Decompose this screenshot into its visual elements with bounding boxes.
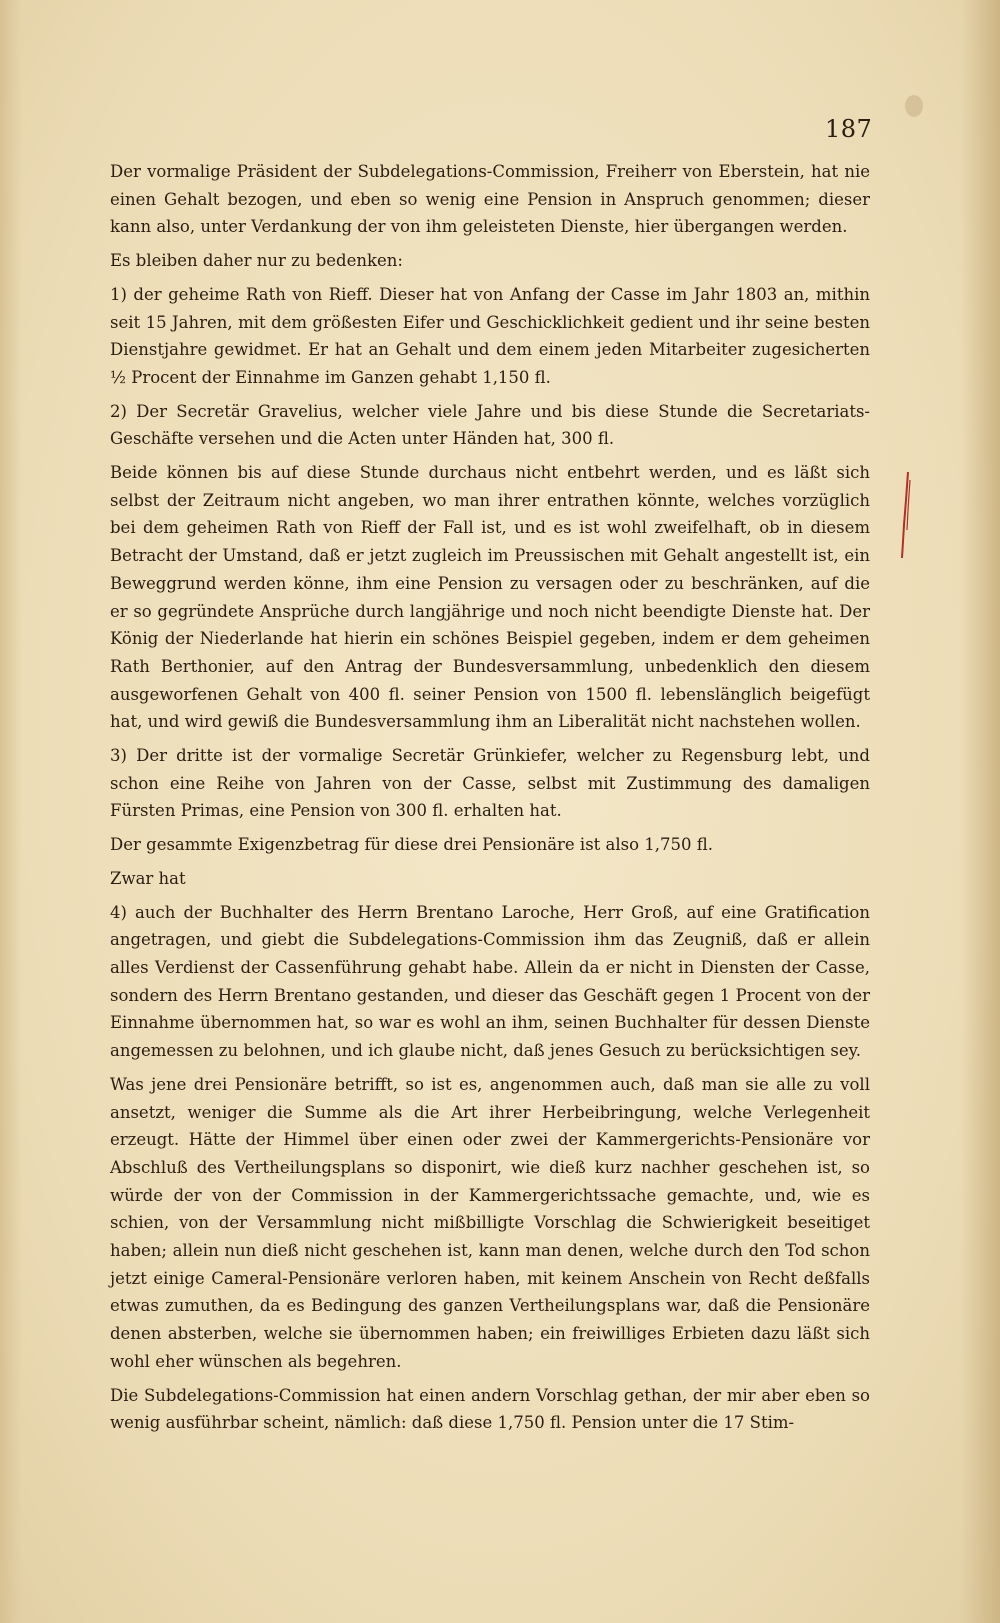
paragraph: 2) Der Secretär Gravelius, welcher viele Jahre und bis diese Stunde die Secretariats-Geschäfte versehen und die Acten unter Händen hat, 300 fl. [110, 401, 870, 449]
body-text [110, 158, 870, 1443]
paragraph: Was jene drei Pensionäre betrifft, so ist es, angenommen auch, daß man sie alle zu voll ansetzt, weniger die Summe als die Art ihrer Herbeibringung, welche Verlegenheit erzeugt. Hätte der Himmel über einen oder zwei der Kammergerichts-Pensionäre vor Abschluß des Vertheilungsplans so disponirt, wie dieß kurz nachher geschehen ist, so würde der von der Commission in der Kammergerichtssache gemachte, und, wie es schien, von der Versammlung nicht mißbilligte Vorschlag die Schwierigkeit beseitiget haben; allein nun dieß nicht geschehen ist, kann man denen, welche durch den Tod schon jetzt einige Cameral-Pensionäre verloren haben, mit keinem Anschein von Recht deßfalls etwas zumuthen, da es Bedingung des ganzen Vertheilungsplans war, daß die Pensionäre denen absterben, welche sie übernommen haben; ein freiwilliges Erbieten dazu läßt sich wohl eher wünschen als begehren. [110, 1074, 870, 1371]
paragraph: 3) Der dritte ist der vormalige Secretär Grünkiefer, welcher zu Regensburg lebt, und schon eine Reihe von Jahren von der Casse, selbst mit Zustimmung des damaligen Fürsten Primas, eine Pension von 300 fl. erhalten hat. [110, 746, 870, 821]
page-edge-shadow-left [0, 0, 22, 1623]
paragraph: 4) auch der Buchhalter des Herrn Brentano Laroche, Herr Groß, auf eine Gratification angetragen, und giebt die Subdelegations-Commission ihm das Zeugniß, daß er allein alles Verdienst der Cassenführung gehabt habe. Allein da er nicht in Diensten der Casse, sondern des Herrn Brentano gestanden, und dieser das Geschäft gegen 1 Procent von der Einnahme übernommen hat, so war es wohl an ihm, seinen Buchhalter für dessen Dienste angemessen zu belohnen, und ich glaube nicht, daß jenes Gesuch zu berücksichtigen sey. [110, 902, 870, 1061]
paragraph: Zwar hat [110, 868, 186, 888]
paragraph: Der gesammte Exigenzbetrag für diese drei Pensionäre ist also 1,750 fl. [110, 835, 714, 855]
paragraph: Es bleiben daher nur zu bedenken: [110, 251, 403, 271]
paragraph: Beide können bis auf diese Stunde durchaus nicht entbehrt werden, und es läßt sich selbst der Zeitraum nicht angeben, wo man ihrer entrathen könnte, welches vorzüglich bei dem geheimen Rath von Rieff der Fall ist, und es ist wohl zweifelhaft, ob in diesem Betracht der Umstand, daß er jetzt zugleich im Preussischen mit Gehalt angestellt ist, ein Beweggrund werden könne, ihm eine Pension zu versagen oder zu beschränken, auf die er so gegründete Ansprüche durch langjährige und noch nicht beendigte Dienste hat. Der König der Niederlande hat hierin ein schönes Beispiel gegeben, indem er dem geheimen Rath Berthonier, auf den Antrag der Bundesversammlung, unbedenklich den diesem ausgeworfenen Gehalt von 400 fl. seiner Pension von 1500 fl. lebenslänglich beigefügt hat, und wird gewiß die Bundesversammlung ihm an Liberalität nicht nachstehen wollen. [110, 463, 870, 732]
margin-pencil-mark [899, 470, 913, 560]
paragraph: Der vormalige Präsident der Subdelegations-Commission, Freiherr von Eberstein, hat nie einen Gehalt bezogen, und eben so wenig eine Pension in Anspruch genommen; dieser kann also, unter Verdankung der von ihm geleisteten Dienste, hier übergangen werden. [110, 162, 870, 237]
page-edge-shadow-right [960, 0, 1000, 1623]
page-number: 187 [825, 115, 873, 143]
paragraph: Die Subdelegations-Commission hat einen andern Vorschlag gethan, der mir aber eben so wenig ausführbar scheint, nämlich: daß diese 1,750 fl. Pension unter die 17 Stim- [110, 1385, 870, 1433]
paragraph: 1) der geheime Rath von Rieff. Dieser hat von Anfang der Casse im Jahr 1803 an, mithin seit 15 Jahren, mit dem größesten Eifer und Geschicklichkeit gedient und ihr seine besten Dienstjahre gewidmet. Er hat an Gehalt und dem einem jeden Mitarbeiter zugesicherten ½ Procent der Einnahme im Ganzen gehabt 1,150 fl. [110, 284, 870, 387]
paper-stain [905, 95, 923, 117]
